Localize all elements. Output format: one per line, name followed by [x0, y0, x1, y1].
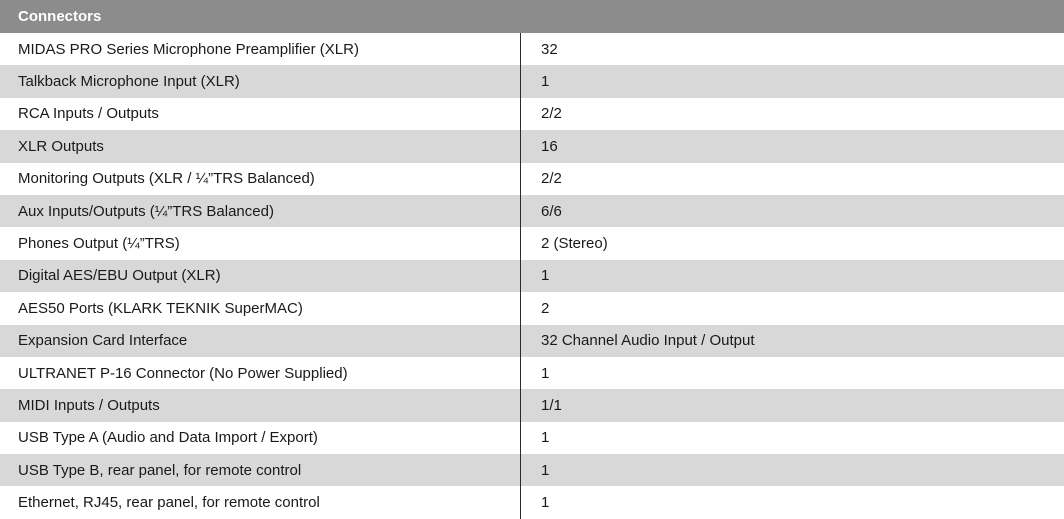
spec-label: Digital AES/EBU Output (XLR) — [0, 260, 521, 292]
spec-value: 2 (Stereo) — [541, 235, 608, 253]
spec-label: AES50 Ports (KLARK TEKNIK SuperMAC) — [0, 292, 521, 324]
spec-value: 2/2 — [541, 170, 562, 188]
table-row — [0, 163, 1064, 195]
spec-label: Ethernet, RJ45, rear panel, for remote control — [0, 486, 521, 518]
spec-label: Aux Inputs/Outputs (¼”TRS Balanced) — [0, 195, 521, 227]
spec-label: USB Type B, rear panel, for remote control — [0, 454, 521, 486]
table-row — [0, 227, 1064, 259]
spec-value: 16 — [541, 137, 558, 155]
spec-value: 1 — [541, 429, 550, 447]
spec-label: Talkback Microphone Input (XLR) — [0, 65, 521, 97]
table-row — [0, 195, 1064, 227]
spec-value: 2/2 — [541, 105, 562, 123]
table-row — [0, 325, 1064, 357]
spec-value: 6/6 — [541, 202, 562, 220]
spec-label: MIDI Inputs / Outputs — [0, 389, 521, 421]
spec-value: 1 — [541, 364, 550, 382]
spec-value: 2 — [541, 299, 550, 317]
table-row — [0, 260, 1064, 292]
spec-value: 1 — [541, 73, 550, 91]
spec-label: USB Type A (Audio and Data Import / Export) — [0, 422, 521, 454]
spec-label: Expansion Card Interface — [0, 325, 521, 357]
spec-label: ULTRANET P-16 Connector (No Power Supplied) — [0, 357, 521, 389]
spec-label: Phones Output (¼”TRS) — [0, 227, 521, 259]
table-row — [0, 357, 1064, 389]
spec-label: XLR Outputs — [0, 130, 521, 162]
spec-value: 32 Channel Audio Input / Output — [541, 332, 755, 350]
table-row — [0, 98, 1064, 130]
spec-label: RCA Inputs / Outputs — [0, 98, 521, 130]
section-header: Connectors — [0, 0, 1064, 33]
table-row — [0, 130, 1064, 162]
table-row — [0, 292, 1064, 324]
spec-value: 1/1 — [541, 396, 562, 414]
spec-value: 32 — [541, 40, 558, 58]
spec-value: 1 — [541, 494, 550, 512]
table-row — [0, 422, 1064, 454]
spec-value: 1 — [541, 461, 550, 479]
spec-label: Monitoring Outputs (XLR / ¼”TRS Balanced) — [0, 163, 521, 195]
table-row — [0, 65, 1064, 97]
spec-label: MIDAS PRO Series Microphone Preamplifier (XLR) — [0, 33, 521, 65]
table-row — [0, 486, 1064, 518]
table-row — [0, 33, 1064, 65]
spec-value: 1 — [541, 267, 550, 285]
table-row — [0, 454, 1064, 486]
table-row — [0, 389, 1064, 421]
